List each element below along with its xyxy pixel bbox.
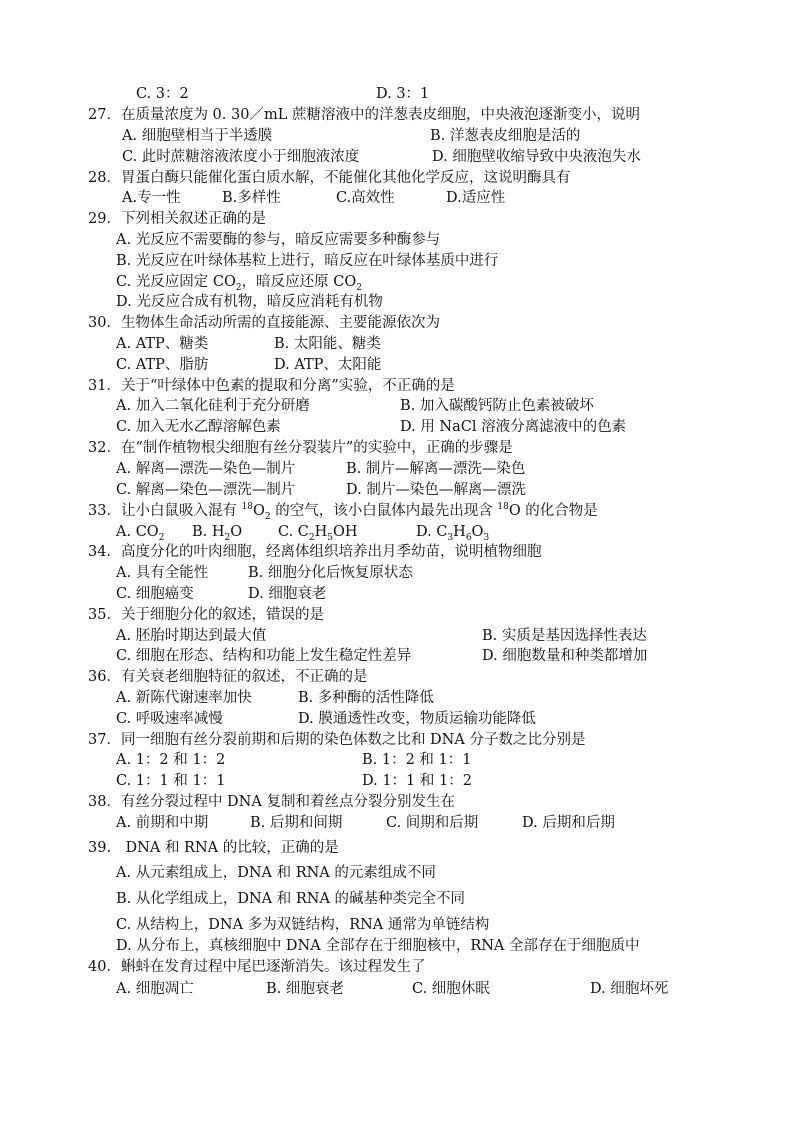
q29-stem: 29．下列相关叙述正确的是 bbox=[88, 211, 266, 227]
q34-option-b: B. 细胞分化后恢复原状态 bbox=[248, 565, 413, 581]
q38-option-d: D. 后期和后期 bbox=[522, 815, 615, 831]
q35-option-d: D. 细胞数量和种类都增加 bbox=[482, 648, 648, 664]
q35-option-c: C. 细胞在形态、结构和功能上发生稳定性差异 bbox=[116, 648, 412, 664]
q29-option-c: C. 光反应固定 $CO_2$，暗反应还原 $CO_2$ bbox=[116, 274, 362, 293]
q31-option-b: B. 加入碳酸钙防止色素被破坏 bbox=[400, 398, 594, 414]
q33-stem: 33．让小白鼠吸入混有 $^{18}O_2$ 的空气，该小白鼠体内最先出现含 $^{18}$O 的化合物是 bbox=[88, 502, 598, 522]
q27-option-d: D. 细胞壁收缩导致中央液泡失水 bbox=[432, 149, 641, 165]
q39-stem: 39. DNA 和 RNA 的比较，正确的是 bbox=[88, 840, 339, 856]
q35-option-a: A. 胚胎时期达到最大值 bbox=[116, 628, 267, 644]
q33-option-d: D. $C_3H_6O_3$ bbox=[416, 524, 490, 543]
q29-option-a: A. 光反应不需要酶的参与，暗反应需要多种酶参与 bbox=[116, 232, 441, 248]
q33-option-a: A. $CO_2$ bbox=[116, 524, 165, 543]
q39-option-b: B. 从化学组成上，DNA 和 RNA 的碱基种类完全不同 bbox=[116, 891, 466, 907]
q32-stem: 32．在“制作植物根尖细胞有丝分裂装片”的实验中，正确的步骤是 bbox=[88, 440, 513, 456]
q28-stem: 28．胃蛋白酶只能催化蛋白质水解，不能催化其他化学反应，这说明酶具有 bbox=[88, 170, 571, 186]
q28-option-b: B.多样性 bbox=[222, 190, 281, 206]
q26-option-c: C. 3：2 bbox=[136, 86, 189, 102]
q27-option-a: A. 细胞壁相当于半透膜 bbox=[122, 128, 273, 144]
q32-option-a: A. 解离—漂洗—染色—制片 bbox=[116, 461, 296, 477]
q34-option-c: C. 细胞癌变 bbox=[116, 586, 194, 602]
q40-option-a: A. 细胞凋亡 bbox=[116, 981, 194, 997]
q33-option-c: C. $C_2H_5OH$ bbox=[278, 524, 358, 543]
q36-option-c: C. 呼吸速率减慢 bbox=[116, 711, 223, 727]
q27-option-c: C. 此时蔗糖溶液浓度小于细胞液浓度 bbox=[122, 149, 360, 165]
q29-option-b: B. 光反应在叶绿体基粒上进行，暗反应在叶绿体基质中进行 bbox=[116, 253, 499, 269]
q31-option-c: C. 加入无水乙醇溶解色素 bbox=[116, 419, 281, 435]
q38-option-c: C. 间期和后期 bbox=[386, 815, 479, 831]
q31-stem: 31．关于“叶绿体中色素的提取和分离”实验，不正确的是 bbox=[88, 378, 455, 394]
q29-option-d: D. 光反应合成有机物，暗反应消耗有机物 bbox=[116, 294, 383, 310]
q27-stem: 27．在质量浓度为 0. 30／mL 蔗糖溶液中的洋葱表皮细胞，中央液泡逐渐变小，说明 bbox=[88, 107, 640, 123]
q38-option-b: B. 后期和间期 bbox=[250, 815, 343, 831]
q40-option-b: B. 细胞衰老 bbox=[266, 981, 344, 997]
q37-option-d: D. 1：1 和 1：2 bbox=[362, 773, 472, 789]
q30-option-b: B. 太阳能、糖类 bbox=[274, 336, 381, 352]
q38-option-a: A. 前期和中期 bbox=[116, 815, 209, 831]
q37-stem: 37．同一细胞有丝分裂前期和后期的染色体数之比和 DNA 分子数之比分别是 bbox=[88, 732, 586, 748]
q28-option-d: D.适应性 bbox=[446, 190, 506, 206]
q32-option-d: D. 制片—染色—解离—漂洗 bbox=[346, 482, 526, 498]
q31-option-d: D. 用 NaCl 溶液分离滤液中的色素 bbox=[400, 419, 627, 435]
q34-option-a: A. 具有全能性 bbox=[116, 565, 209, 581]
q36-stem: 36．有关衰老细胞特征的叙述，不正确的是 bbox=[88, 669, 368, 685]
q37-option-c: C. 1：1 和 1：1 bbox=[116, 773, 226, 789]
q39-option-a: A. 从元素组成上，DNA 和 RNA 的元素组成不同 bbox=[116, 865, 436, 881]
q36-option-d: D. 膜通透性改变，物质运输功能降低 bbox=[298, 711, 536, 727]
q40-stem: 40．蝌蚪在发育过程中尾巴逐渐消失。该过程发生了 bbox=[88, 959, 426, 975]
q30-option-a: A. ATP、糖类 bbox=[116, 336, 209, 352]
q37-option-b: B. 1：2 和 1：1 bbox=[362, 752, 472, 768]
q38-stem: 38．有丝分裂过程中 DNA 复制和着丝点分裂分别发生在 bbox=[88, 794, 455, 810]
q39-option-d: D. 从分布上，真核细胞中 DNA 全部存在于细胞核中，RNA 全部存在于细胞质中 bbox=[116, 938, 640, 954]
q32-option-c: C. 解离—染色—漂洗—制片 bbox=[116, 482, 296, 498]
q36-option-a: A. 新陈代谢速率加快 bbox=[116, 690, 252, 706]
q31-option-a: A. 加入二氧化硅利于充分研磨 bbox=[116, 398, 310, 414]
q30-option-d: D. ATP、太阳能 bbox=[274, 357, 382, 373]
q34-stem: 34．高度分化的叶肉细胞，经离体组织培养出月季幼苗，说明植物细胞 bbox=[88, 544, 542, 560]
q39-option-c: C. 从结构上，DNA 多为双链结构，RNA 通常为单链结构 bbox=[116, 917, 490, 933]
q37-option-a: A. 1：2 和 1：2 bbox=[116, 752, 226, 768]
q28-option-c: C.高效性 bbox=[336, 190, 395, 206]
q30-stem: 30．生物体生命活动所需的直接能源、主要能源依次为 bbox=[88, 315, 440, 331]
q35-stem: 35．关于细胞分化的叙述，错误的是 bbox=[88, 607, 324, 623]
q33-option-b: B. $H_2O$ bbox=[192, 524, 243, 543]
q36-option-b: B. 多种酶的活性降低 bbox=[298, 690, 434, 706]
q27-option-b: B. 洋葱表皮细胞是活的 bbox=[430, 128, 581, 144]
q32-option-b: B. 制片—解离—漂洗—染色 bbox=[346, 461, 526, 477]
q40-option-d: D. 细胞坏死 bbox=[590, 981, 669, 997]
q35-option-b: B. 实质是基因选择性表达 bbox=[482, 628, 647, 644]
q40-option-c: C. 细胞休眠 bbox=[412, 981, 490, 997]
q30-option-c: C. ATP、脂肪 bbox=[116, 357, 209, 373]
q26-option-d: D. 3：1 bbox=[376, 86, 430, 102]
q28-option-a: A.专一性 bbox=[122, 190, 181, 206]
q34-option-d: D. 细胞衰老 bbox=[248, 586, 327, 602]
